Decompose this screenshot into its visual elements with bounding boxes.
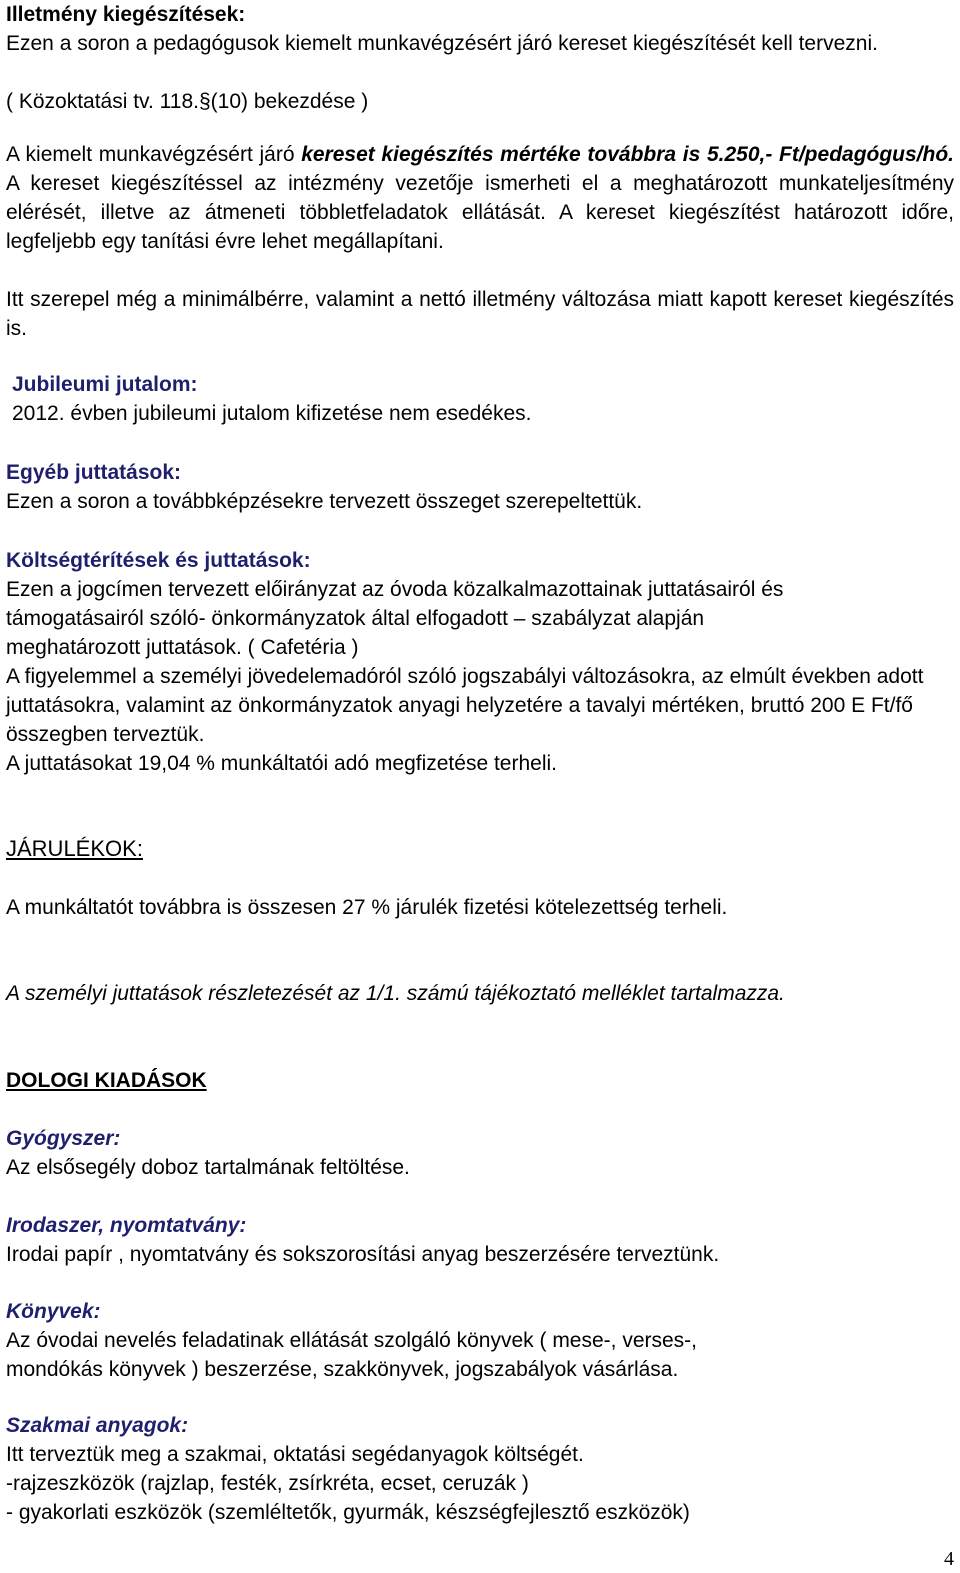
page-number: 4: [944, 1548, 954, 1570]
illetmeny-title: Illetmény kiegészítések:: [6, 3, 246, 26]
jarulekok-note: A személyi juttatások részletezését az 1/1. számú tájékoztató melléklet tartalmazza.: [6, 982, 785, 1005]
koltseg-paragraph-2: A figyelemmel a személyi jövedelemadóról szóló jogszabályi változásokra, az elmúlt években adott juttatásokra, valamint az önkormányzatok anyagi helyzetére a tavalyi mértéken, bruttó 200 E Ft/fő összegben terveztük.: [6, 665, 924, 746]
koltseg-paragraph-3: A juttatásokat 19,04 % munkáltatói adó megfizetése terheli.: [6, 752, 557, 775]
egyeb-text: Ezen a soron a továbbképzésekre tervezett összeget szerepeltettük.: [6, 490, 643, 513]
gyogyszer-title: Gyógyszer:: [6, 1127, 121, 1150]
illetmeny-paragraph-1: Ezen a soron a pedagógusok kiemelt munkavégzésért járó kereset kiegészítését kell tervezni.: [6, 32, 878, 55]
koltseg-line-1: Ezen a jogcímen tervezett előirányzat az óvoda közalkalmazottainak juttatásairól és: [6, 578, 784, 601]
illetmeny-p3-lead: A kiemelt munkavégzésért járó: [6, 143, 302, 166]
szakmai-title: Szakmai anyagok:: [6, 1414, 189, 1437]
szakmai-line-2: -rajzeszközök (rajzlap, festék, zsírkréta, ecset, ceruzák ): [6, 1472, 529, 1495]
irodaszer-title: Irodaszer, nyomtatvány:: [6, 1214, 247, 1237]
szakmai-line-1: Itt terveztük meg a szakmai, oktatási segédanyagok költségét.: [6, 1443, 584, 1466]
jarulekok-text: A munkáltatót továbbra is összesen 27 % járulék fizetési kötelezettség terheli.: [6, 896, 728, 919]
koltseg-line-2: támogatásairól szóló- önkormányzatok által elfogadott – szabályzat alapján: [6, 607, 705, 630]
jubileumi-text: 2012. évben jubileumi jutalom kifizetése nem esedékes.: [12, 402, 532, 425]
illetmeny-paragraph-4: Itt szerepel még a minimálbérre, valamint a nettó illetmény változása miatt kapott kereset kiegészítés is.: [6, 288, 954, 340]
koltseg-title: Költségtérítések és juttatások:: [6, 549, 311, 572]
szakmai-line-3: - gyakorlati eszközök (szemléltetők, gyurmák, készségfejlesztő eszközök): [6, 1501, 690, 1524]
jarulekok-title: JÁRULÉKOK:: [6, 836, 143, 861]
illetmeny-p3-rest: A kereset kiegészítéssel az intézmény vezetője ismerheti el a meghatározott munkateljesítmény elérését, illetve az átmeneti többletfeladatok ellátását. A kereset kiegészítést határozott időre, legfeljebb egy tanítási évre lehet megállapítani.: [6, 172, 954, 253]
konyvek-title: Könyvek:: [6, 1300, 101, 1323]
gyogyszer-text: Az elsősegély doboz tartalmának feltöltése.: [6, 1156, 410, 1179]
illetmeny-paragraph-2: ( Közoktatási tv. 118.§(10) bekezdése ): [6, 90, 369, 113]
document-page: [6, 0, 954, 1573]
illetmeny-p3-emphasis: kereset kiegészítés mértéke továbbra is 5.250,- Ft/pedagógus/hó.: [301, 143, 955, 166]
konyvek-line-1: Az óvodai nevelés feladatinak ellátását szolgáló könyvek ( mese-, verses-,: [6, 1329, 698, 1352]
dologi-title: DOLOGI KIADÁSOK: [6, 1069, 207, 1092]
jubileumi-title: Jubileumi jutalom:: [12, 373, 198, 396]
egyeb-title: Egyéb juttatások:: [6, 461, 182, 484]
koltseg-line-3: meghatározott juttatások. ( Cafetéria ): [6, 636, 359, 659]
konyvek-line-2: mondókás könyvek ) beszerzése, szakkönyvek, jogszabályok vásárlása.: [6, 1358, 679, 1381]
irodaszer-text: Irodai papír , nyomtatvány és sokszorosítási anyag beszerzésére terveztünk.: [6, 1243, 720, 1266]
illetmeny-paragraph-3: [6, 140, 954, 256]
